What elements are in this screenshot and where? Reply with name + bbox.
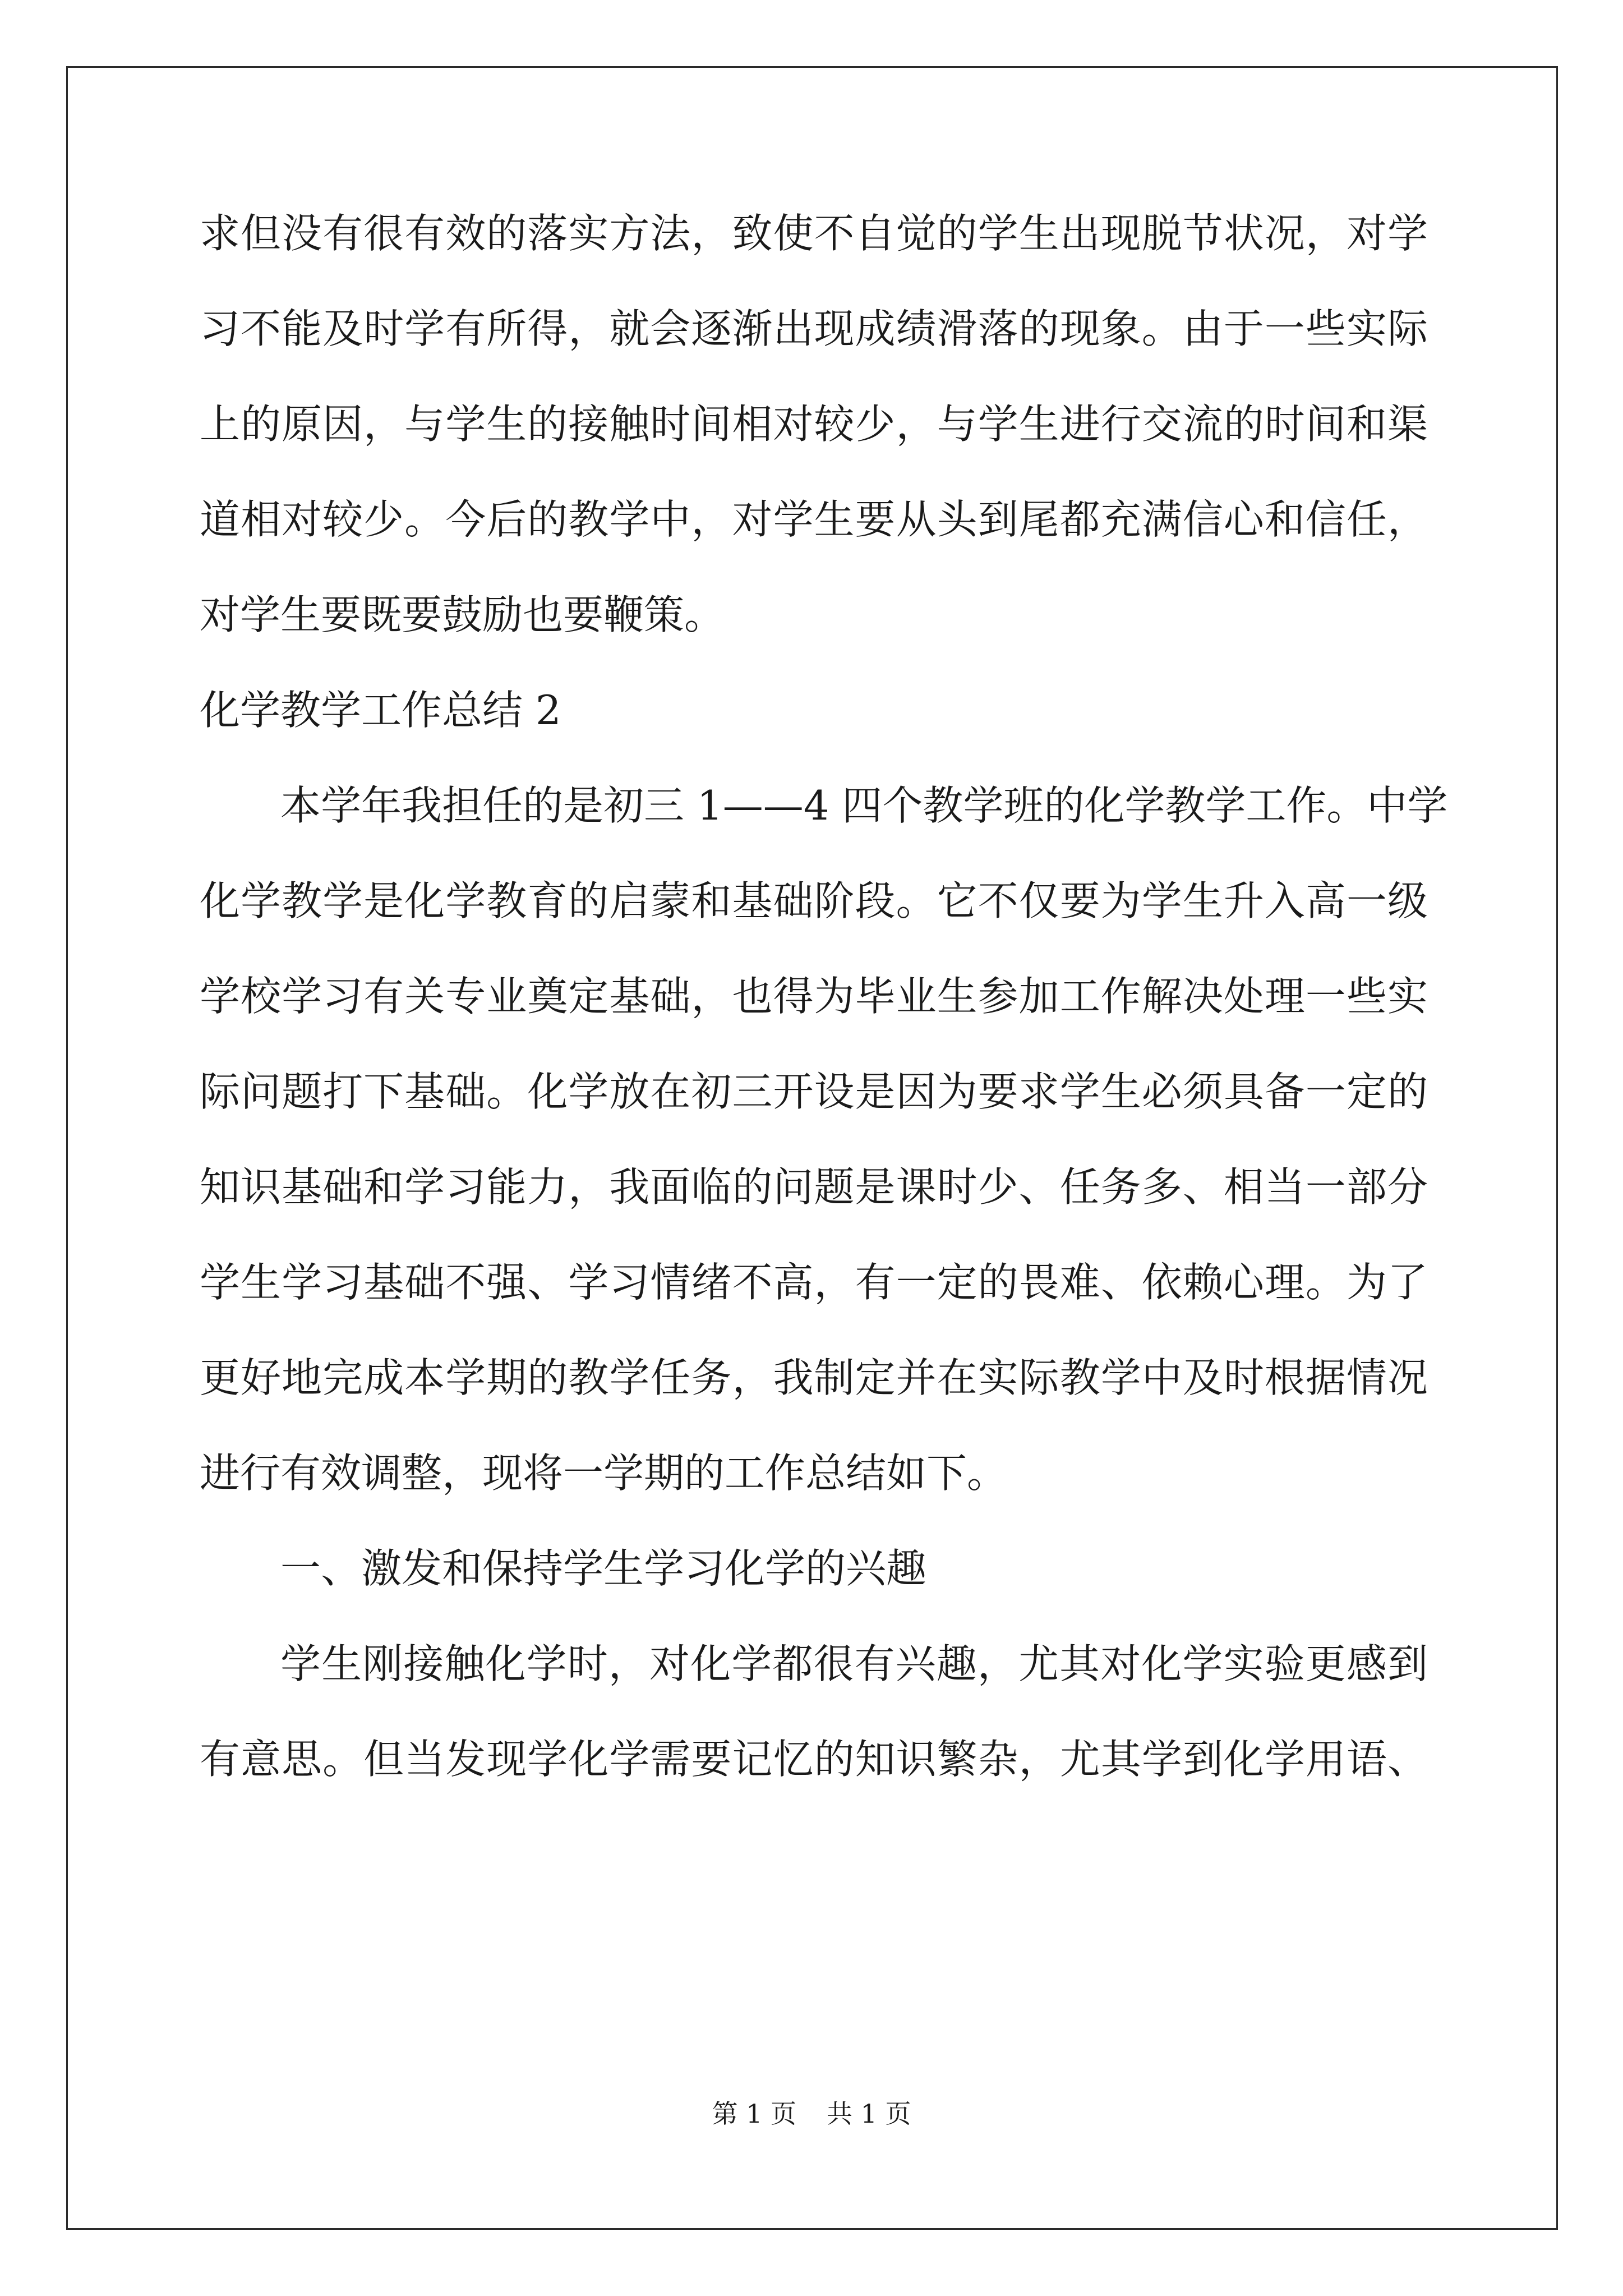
text-line: 际问题打下基础。化学放在初三开设是因为要求学生必须具备一定的 [200,1068,1428,1115]
text-line: 有意思。但当发现学化学需要记忆的知识繁杂，尤其学到化学用语、 [200,1736,1428,1783]
text-line: 本学年我担任的是初三 1——4 四个教学班的化学教学工作。中学 [280,782,1448,829]
page-total: 共 1 页 [827,2099,911,2129]
text-line: 习不能及时学有所得，就会逐渐出现成绩滑落的现象。由于一些实际 [200,305,1428,352]
text-line: 学校学习有关专业奠定基础，也得为毕业生参加工作解决处理一些实 [200,973,1428,1020]
text-line: 更好地完成本学期的教学任务，我制定并在实际教学中及时根据情况 [200,1354,1428,1401]
text-line: 道相对较少。今后的教学中，对学生要从头到尾都充满信心和信任， [200,496,1428,543]
page-footer [0,2097,1623,2131]
text-line: 化学教学是化学教育的启蒙和基础阶段。它不仅要为学生升入高一级 [200,877,1428,924]
text-line: 知识基础和学习能力，我面临的问题是课时少、任务多、相当一部分 [200,1163,1428,1211]
text-line: 进行有效调整，现将一学期的工作总结如下。 [200,1450,1008,1497]
text-line: 求但没有很有效的落实方法，致使不自觉的学生出现脱节状况，对学 [200,210,1428,257]
text-line: 对学生要既要鼓励也要鞭策。 [200,591,725,638]
section-title: 化学教学工作总结 2 [200,687,561,734]
page-number: 第 1 页 [712,2099,796,2129]
subheading: 一、激发和保持学生学习化学的兴趣 [280,1545,927,1592]
text-line: 学生刚接触化学时，对化学都很有兴趣，尤其对化学实验更感到 [280,1640,1428,1687]
text-line: 学生学习基础不强、学习情绪不高，有一定的畏难、依赖心理。为了 [200,1259,1428,1306]
text-line: 上的原因，与学生的接触时间相对较少，与学生进行交流的时间和渠 [200,401,1428,448]
